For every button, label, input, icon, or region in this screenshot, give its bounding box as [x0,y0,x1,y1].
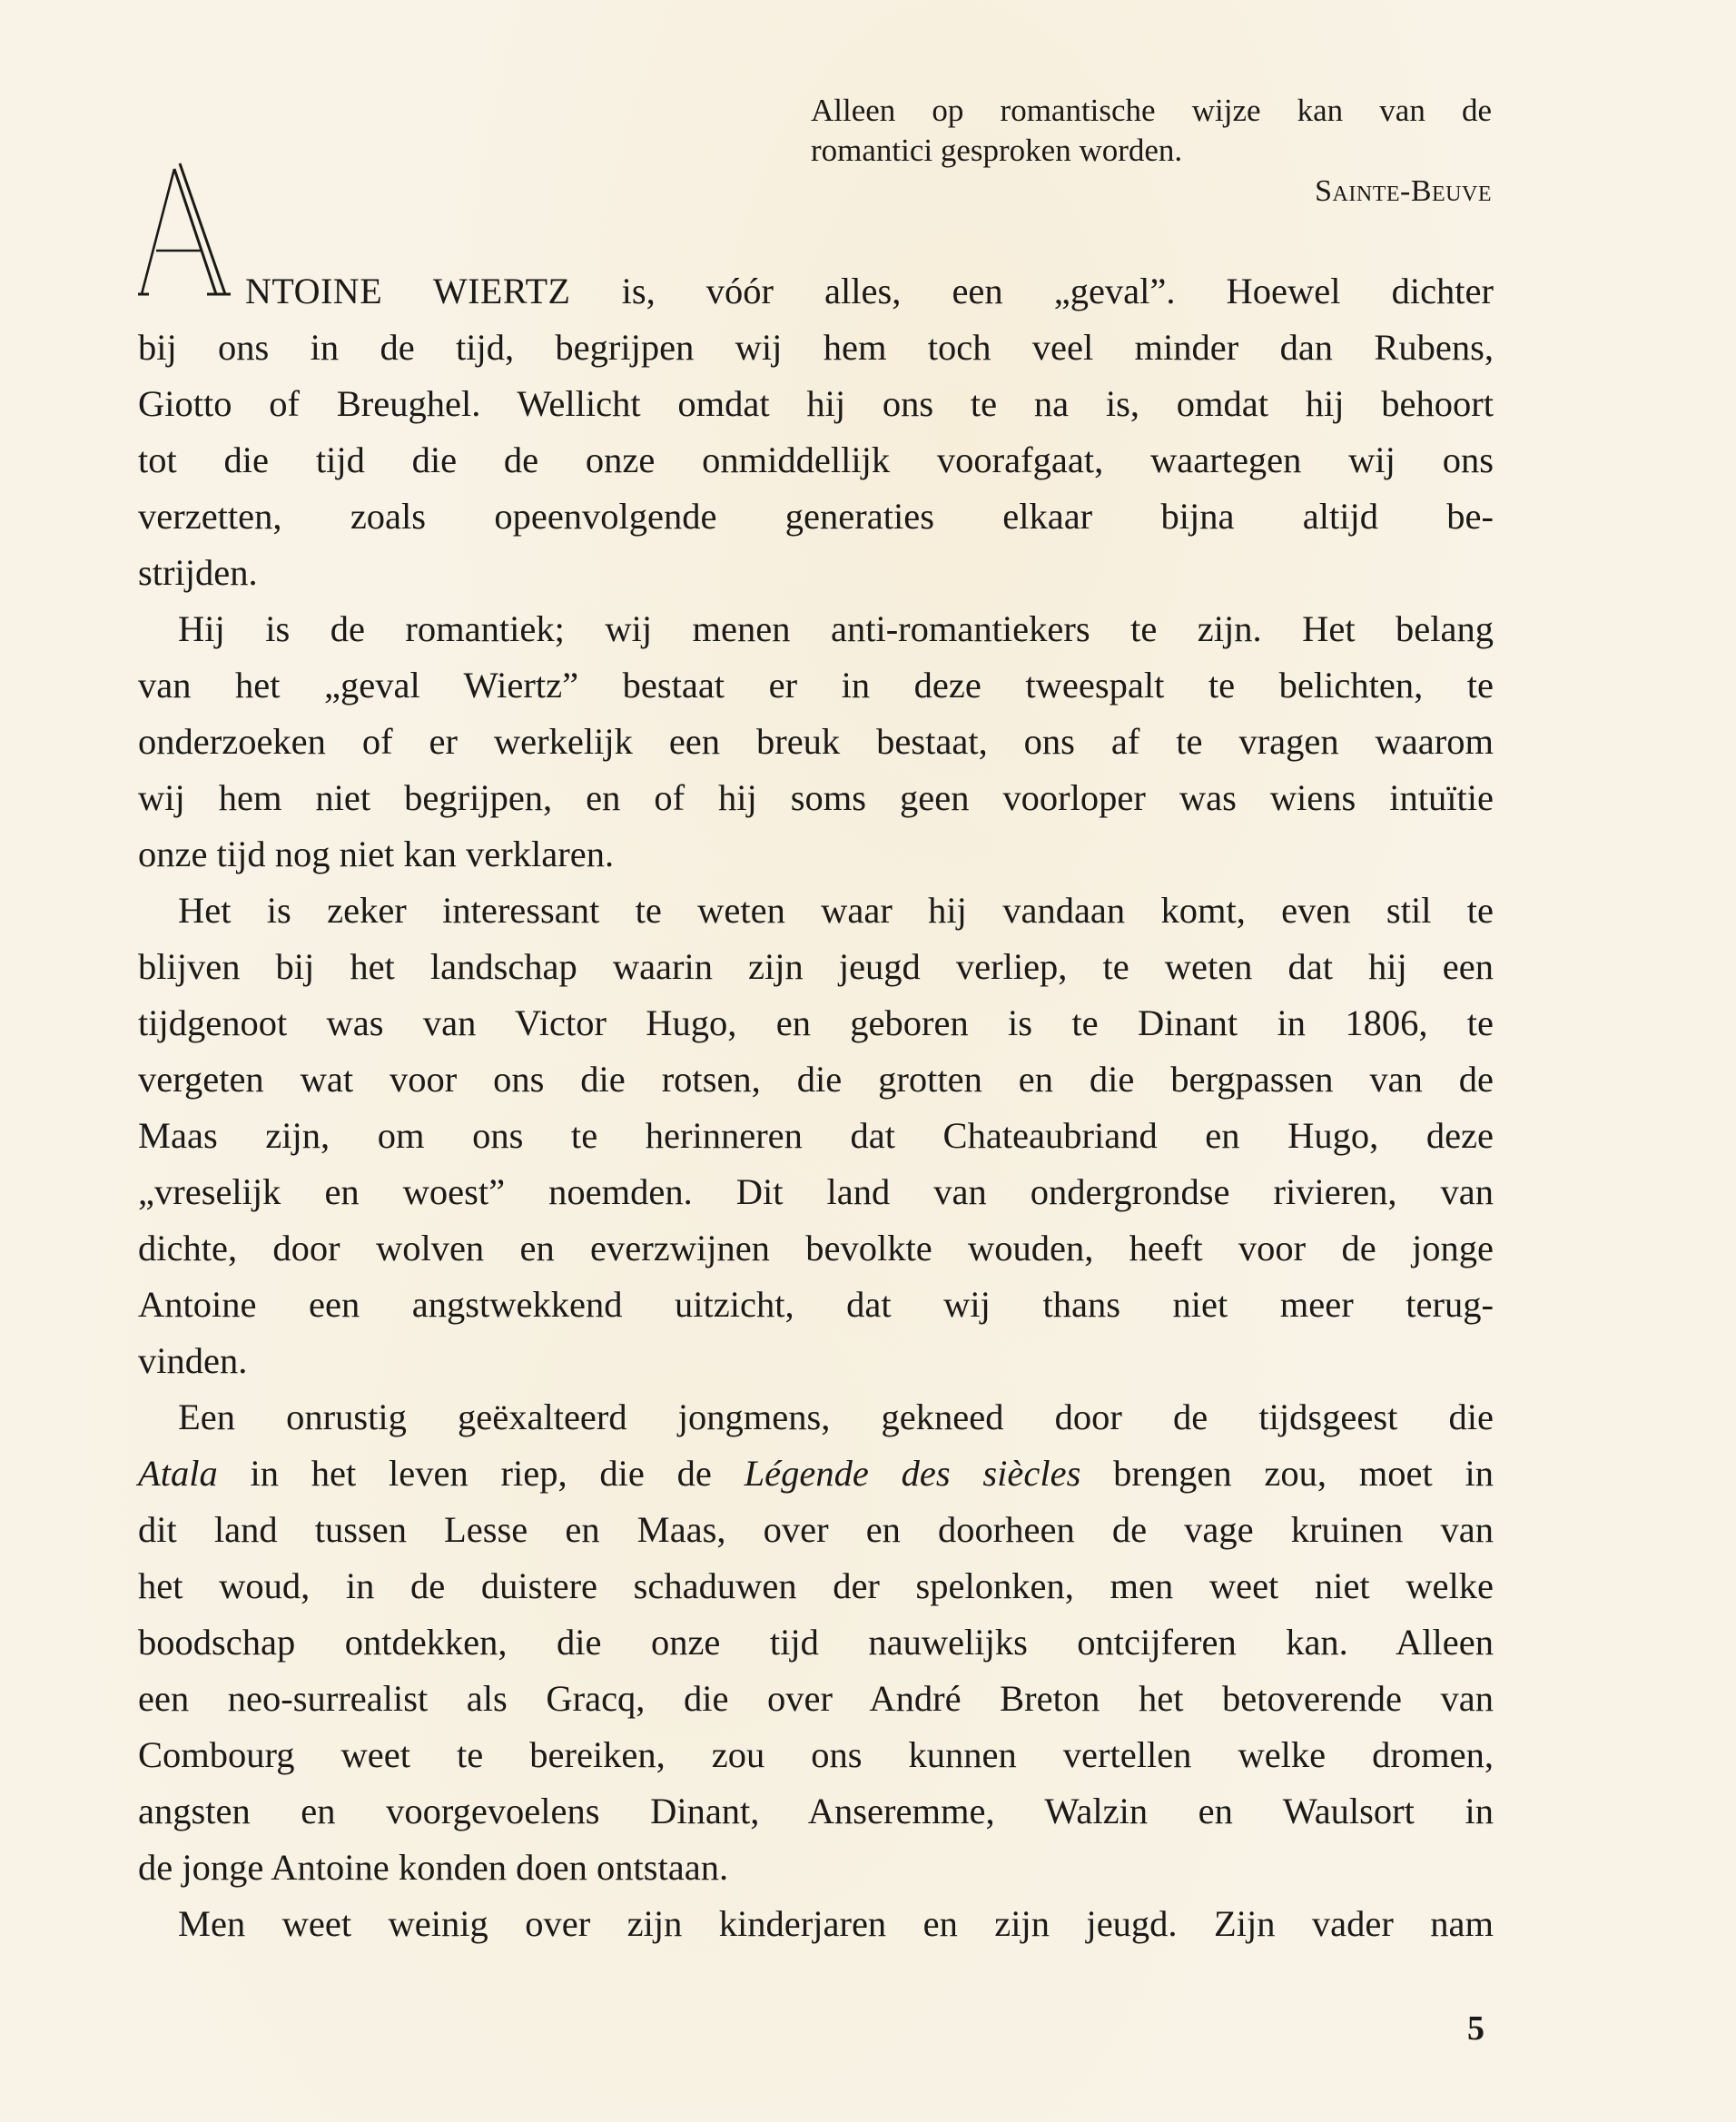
text-line: tot die tijd die de onze onmiddellijk voorafgaat, waartegen wij ons [138,439,1494,480]
text-line: strijden. [138,552,258,593]
text-line: Maas zijn, om ons te herinneren dat Chateaubriand en Hugo, deze [138,1115,1494,1156]
text-line: bij ons in de tijd, begrijpen wij hem toch veel minder dan Rubens, [138,327,1494,368]
text-line: Een onrustig geëxalteerd jongmens, gekneed door de tijdsgeest die [178,1397,1494,1437]
text-line: „vreselijk en woest” noemden. Dit land van ondergrondse rivieren, van [138,1171,1494,1212]
paragraph-1 [138,320,1494,601]
text-line: vergeten wat voor ons die rotsen, die grotten en die bergpassen van de [138,1059,1494,1100]
title-legende-des-siecles: Légende des siècles [744,1453,1081,1494]
opening-line [138,263,1494,320]
text-line: verzetten, zoals opeenvolgende generaties elkaar bijna altijd be- [138,496,1494,537]
text-line: Men weet weinig over zijn kinderjaren en zijn jeugd. Zijn vader nam [178,1903,1494,1944]
text-line: wij hem niet begrijpen, en of hij soms geen voorloper was wiens intuïtie [138,777,1494,818]
paragraph-3 [138,883,1494,1389]
paragraph-5 [138,1896,1494,1952]
text-line: dit land tussen Lesse en Maas, over en doorheen de vage kruinen van [138,1509,1494,1550]
text-line: onderzoeken of er werkelijk een breuk bestaat, ons af te vragen waarom [138,721,1494,762]
text-line: Combourg weet te bereiken, zou ons kunnen vertellen welke dromen, [138,1734,1494,1775]
epigraph-line: romantici gesproken worden. [811,133,1183,168]
text-segment: in het leven riep, die de [217,1453,745,1494]
text-line: de jonge Antoine konden doen ontstaan. [138,1847,729,1888]
text-line: vinden. [138,1340,248,1381]
text-line: een neo-surrealist als Gracq, die over André Breton het betoverende van [138,1678,1494,1719]
text-line: Het is zeker interessant te weten waar hij vandaan komt, even stil te [178,890,1494,931]
text-line: blijven bij het landschap waarin zijn jeugd verliep, te weten dat hij een [138,946,1494,987]
text-line: van het „geval Wiertz” bestaat er in deze tweespalt te belichten, te [138,665,1494,706]
text-line: Antoine een angstwekkend uitzicht, dat wij thans niet meer terug- [138,1284,1494,1325]
opening-small-caps: NTOINE WIERTZ [245,271,571,311]
epigraph-line: Alleen op romantische wijze kan van de [811,93,1492,128]
text-segment: brengen zou, moet in [1080,1453,1494,1494]
text-line: tijdgenoot was van Victor Hugo, en geboren is te Dinant in 1806, te [138,1002,1494,1043]
epigraph-author: Sainte-Beuve [1315,174,1492,208]
body-text [138,320,1494,1952]
title-atala: Atala [138,1453,218,1494]
text-line: onze tijd nog niet kan verklaren. [138,834,615,874]
epigraph [811,91,1492,171]
text-line: Giotto of Breughel. Wellicht omdat hij ons te na is, omdat hij behoort [138,383,1494,424]
text-line: Hij is de romantiek; wij menen anti-romantiekers te zijn. Het belang [178,608,1494,649]
paragraph-4 [138,1389,1494,1896]
paragraph-2 [138,601,1494,883]
text-line [138,1446,1494,1502]
page-number: 5 [1467,2009,1484,2048]
text-line: het woud, in de duistere schaduwen der spelonken, men weet niet welke [138,1565,1494,1606]
text-line: boodschap ontdekken, die onze tijd nauwelijks ontcijferen kan. Alleen [138,1622,1494,1663]
text-line: dichte, door wolven en everzwijnen bevolkte wouden, heeft voor de jonge [138,1228,1494,1268]
opening-line-rest: is, vóór alles, een „geval”. Hoewel dichter [621,271,1494,311]
text-line: angsten en voorgevoelens Dinant, Anseremme, Walzin en Waulsort in [138,1791,1494,1831]
